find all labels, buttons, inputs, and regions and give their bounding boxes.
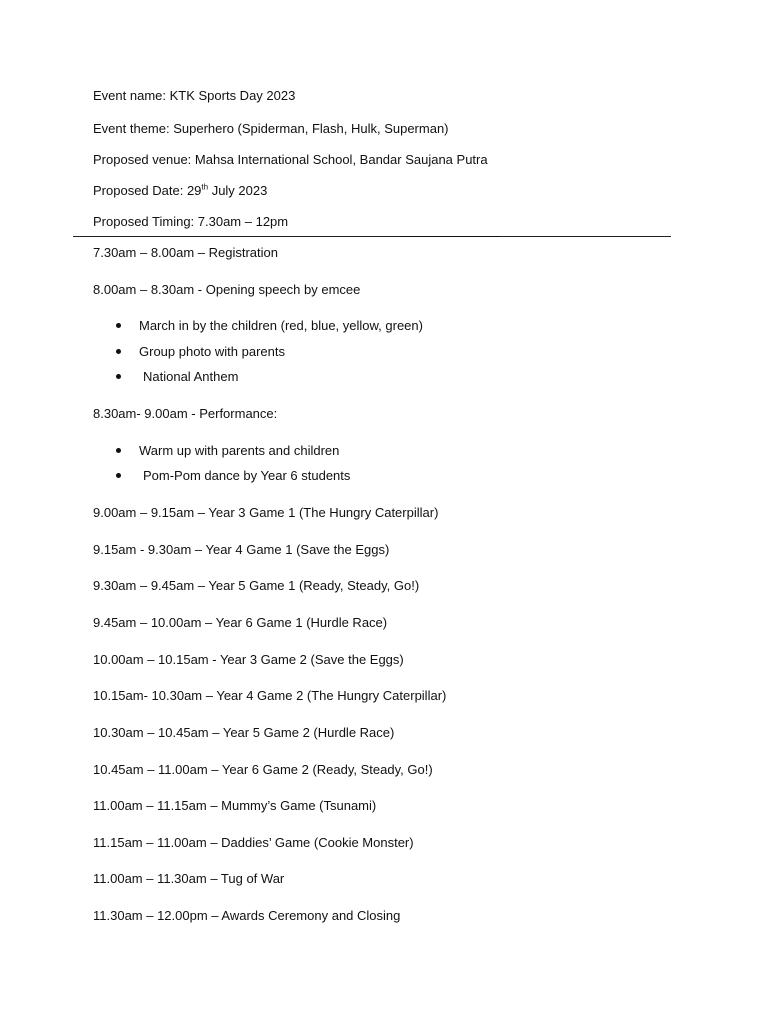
performance-item: Warm up with parents and children: [139, 443, 340, 458]
bullet-icon: [116, 323, 121, 328]
proposed-timing: Proposed Timing: 7.30am – 12pm: [93, 214, 289, 229]
schedule-game: 9.15am - 9.30am – Year 4 Game 1 (Save the Eggs): [93, 542, 390, 557]
section-divider: [73, 236, 671, 237]
schedule-performance: 8.30am- 9.00am - Performance:: [93, 406, 278, 421]
proposed-date-prefix: Proposed Date: 29: [93, 183, 202, 198]
schedule-game: 10.45am – 11.00am – Year 6 Game 2 (Ready, Steady, Go!): [93, 762, 433, 777]
bullet-icon: [116, 448, 121, 453]
schedule-game: 11.30am – 12.00pm – Awards Ceremony and Closing: [93, 908, 401, 923]
schedule-game: 9.00am – 9.15am – Year 3 Game 1 (The Hungry Caterpillar): [93, 505, 439, 520]
schedule-game: 10.00am – 10.15am - Year 3 Game 2 (Save the Eggs): [93, 652, 404, 667]
proposed-date: [93, 183, 267, 199]
schedule-opening: 8.00am – 8.30am - Opening speech by emcee: [93, 282, 361, 297]
proposed-date-ordinal: th: [201, 182, 209, 192]
section-divider-accent: [400, 236, 500, 237]
performance-item: Pom-Pom dance by Year 6 students: [143, 468, 351, 483]
event-theme: Event theme: Superhero (Spiderman, Flash, Hulk, Superman): [93, 121, 449, 136]
proposed-venue: Proposed venue: Mahsa International School, Bandar Saujana Putra: [93, 152, 488, 167]
opening-item: Group photo with parents: [139, 344, 285, 359]
schedule-game: 11.15am – 11.00am – Daddies’ Game (Cookie Monster): [93, 835, 414, 850]
schedule-game: 10.30am – 10.45am – Year 5 Game 2 (Hurdle Race): [93, 725, 395, 740]
schedule-game: 9.45am – 10.00am – Year 6 Game 1 (Hurdle Race): [93, 615, 388, 630]
schedule-game: 11.00am – 11.30am – Tug of War: [93, 871, 285, 886]
bullet-icon: [116, 473, 121, 478]
schedule-game: 10.15am- 10.30am – Year 4 Game 2 (The Hungry Caterpillar): [93, 688, 447, 703]
opening-item: National Anthem: [143, 369, 239, 384]
event-name: Event name: KTK Sports Day 2023: [93, 88, 296, 103]
schedule-game: 9.30am – 9.45am – Year 5 Game 1 (Ready, Steady, Go!): [93, 578, 420, 593]
proposed-date-suffix: July 2023: [208, 183, 268, 198]
bullet-icon: [116, 374, 121, 379]
schedule-registration: 7.30am – 8.00am – Registration: [93, 245, 278, 260]
bullet-icon: [116, 349, 121, 354]
opening-item: March in by the children (red, blue, yellow, green): [139, 318, 423, 333]
schedule-game: 11.00am – 11.15am – Mummy’s Game (Tsunami): [93, 798, 377, 813]
